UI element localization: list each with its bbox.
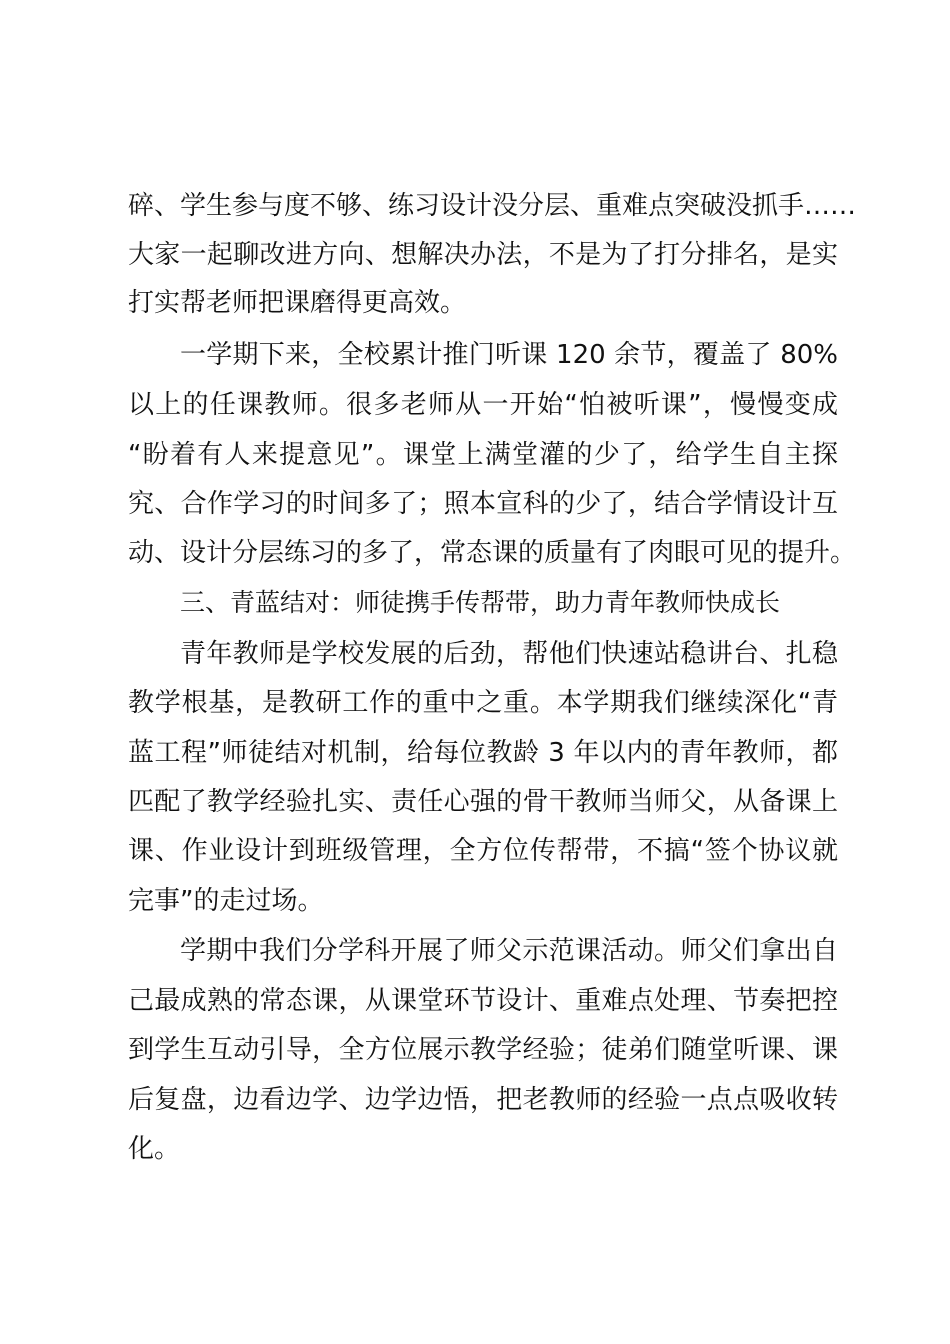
text-line-18: 到学生互动引导，全方位展示教学经验；徒弟们随堂听课、课 [128,1035,838,1065]
text-line-16: 学期中我们分学科开展了师父示范课活动。师父们拿出自 [180,936,838,966]
text-line-3: 打实帮老师把课磨得更高效。 [128,288,467,318]
section-heading: 三、青蓝结对：师徒携手传帮带，助力青年教师快成长 [180,588,781,617]
text-line-7: 究、合作学习的时间多了；照本宣科的少了，结合学情设计互 [128,489,838,519]
text-line-11: 教学根基，是教研工作的重中之重。本学期我们继续深化“青 [128,688,838,718]
text-line-1: 碎、学生参与度不够、练习设计没分层、重难点突破没抓手…… [128,191,857,221]
text-line-17: 己最成熟的常态课，从课堂环节设计、重难点处理、节奏把控 [128,986,838,1016]
text-line-8: 动、设计分层练习的多了，常态课的质量有了肉眼可见的提升。 [128,538,857,568]
text-line-2: 大家一起聊改进方向、想解决办法，不是为了打分排名，是实 [128,240,838,270]
text-line-4: 一学期下来，全校累计推门听课 120 余节，覆盖了 80% [180,340,838,370]
text-line-15: 完事”的走过场。 [128,886,324,916]
text-line-5: 以上的任课教师。很多老师从一开始“怕被听课”，慢慢变成 [128,390,838,420]
text-line-14: 课、作业设计到班级管理，全方位传帮带，不搞“签个协议就 [128,836,838,866]
text-line-20: 化。 [128,1134,181,1164]
text-line-6: “盼着有人来提意见”。课堂上满堂灌的少了，给学生自主探 [128,440,838,470]
text-line-19: 后复盘，边看边学、边学边悟，把老教师的经验一点点吸收转 [128,1085,838,1115]
text-line-13: 匹配了教学经验扎实、责任心强的骨干教师当师父，从备课上 [128,787,838,817]
text-line-10: 青年教师是学校发展的后劲，帮他们快速站稳讲台、扎稳 [180,639,838,669]
text-line-12: 蓝工程”师徒结对机制，给每位教龄 3 年以内的青年教师，都 [128,738,838,768]
